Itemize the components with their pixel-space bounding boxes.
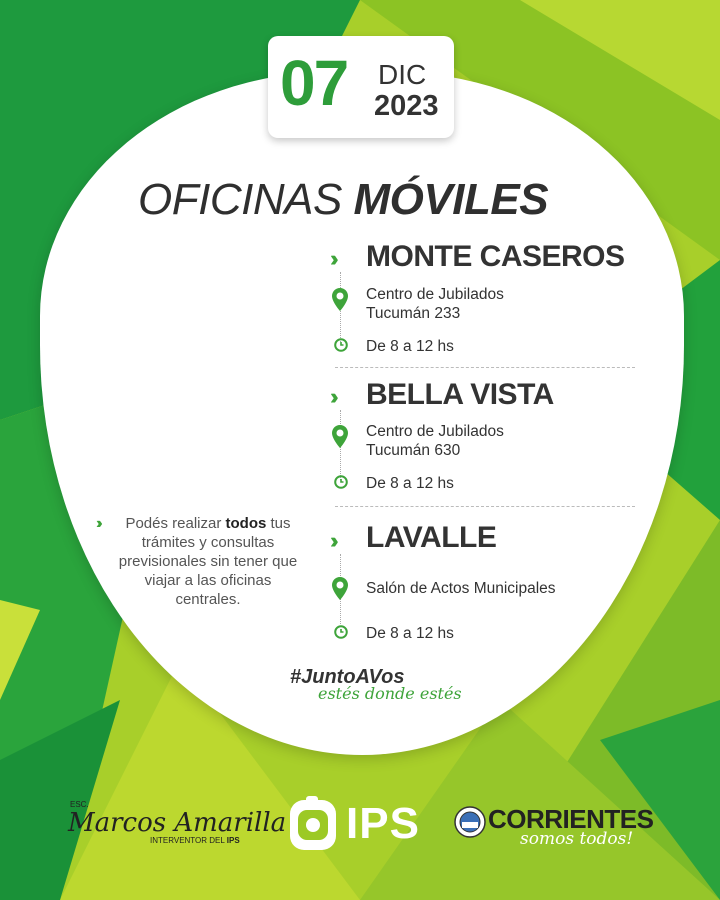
clock-icon <box>334 625 348 639</box>
address-line2: Tucumán 630 <box>366 442 461 459</box>
location-pin-icon <box>331 576 349 602</box>
address-line2: Tucumán 233 <box>366 305 461 322</box>
hours: De 8 a 12 hs <box>366 625 454 642</box>
date-badge <box>268 36 454 138</box>
clock-icon <box>334 338 348 352</box>
note-text: Podés realizar <box>125 515 226 532</box>
location-name: LAVALLE <box>366 521 497 554</box>
double-chevron-right-icon: ›› <box>330 528 333 553</box>
divider <box>335 506 635 507</box>
date-month: DIC <box>378 59 427 90</box>
note-bold: todos <box>225 515 267 532</box>
page-title <box>138 170 548 230</box>
role-bold: IPS <box>226 836 240 845</box>
address-line1: Centro de Jubilados <box>366 286 504 303</box>
corrientes-tagline: somos todos! <box>520 829 634 849</box>
address-line1: Centro de Jubilados <box>366 423 504 440</box>
hours: De 8 a 12 hs <box>366 338 454 355</box>
title-light: OFICINAS <box>138 175 342 224</box>
hours: De 8 a 12 hs <box>366 475 454 492</box>
clock-icon <box>334 475 348 489</box>
double-chevron-right-icon: ›› <box>96 515 99 532</box>
location-name: BELLA VISTA <box>366 378 554 411</box>
info-note <box>118 514 298 609</box>
corrientes-seal-icon <box>454 806 486 838</box>
hashtag: #JuntoAVos <box>290 666 405 688</box>
tagline: estés donde estés <box>318 684 462 703</box>
double-chevron-right-icon: ›› <box>330 246 333 271</box>
location-pin-icon <box>331 287 349 313</box>
location-name: MONTE CASEROS <box>366 240 625 273</box>
date-year: 2023 <box>374 90 439 122</box>
role-prefix: INTERVENTOR DEL <box>150 836 227 845</box>
date-day: 07 <box>280 47 348 119</box>
ips-wordmark: IPS <box>346 799 420 848</box>
corrientes-wordmark: CORRIENTES <box>488 804 654 834</box>
title-bold: MÓVILES <box>353 175 549 224</box>
signature-role <box>150 836 240 845</box>
divider <box>335 367 635 368</box>
double-chevron-right-icon: ›› <box>330 384 333 409</box>
footer-esc: ESC. <box>70 800 89 809</box>
note-text: tus trámites y consultas previsionales sin tener que viajar a las oficinas centrales. <box>118 515 298 608</box>
ips-logo-icon <box>288 796 338 852</box>
location-pin-icon <box>331 424 349 450</box>
signature: Marcos Amarilla <box>68 808 287 838</box>
address-line1: Salón de Actos Municipales <box>366 580 556 597</box>
